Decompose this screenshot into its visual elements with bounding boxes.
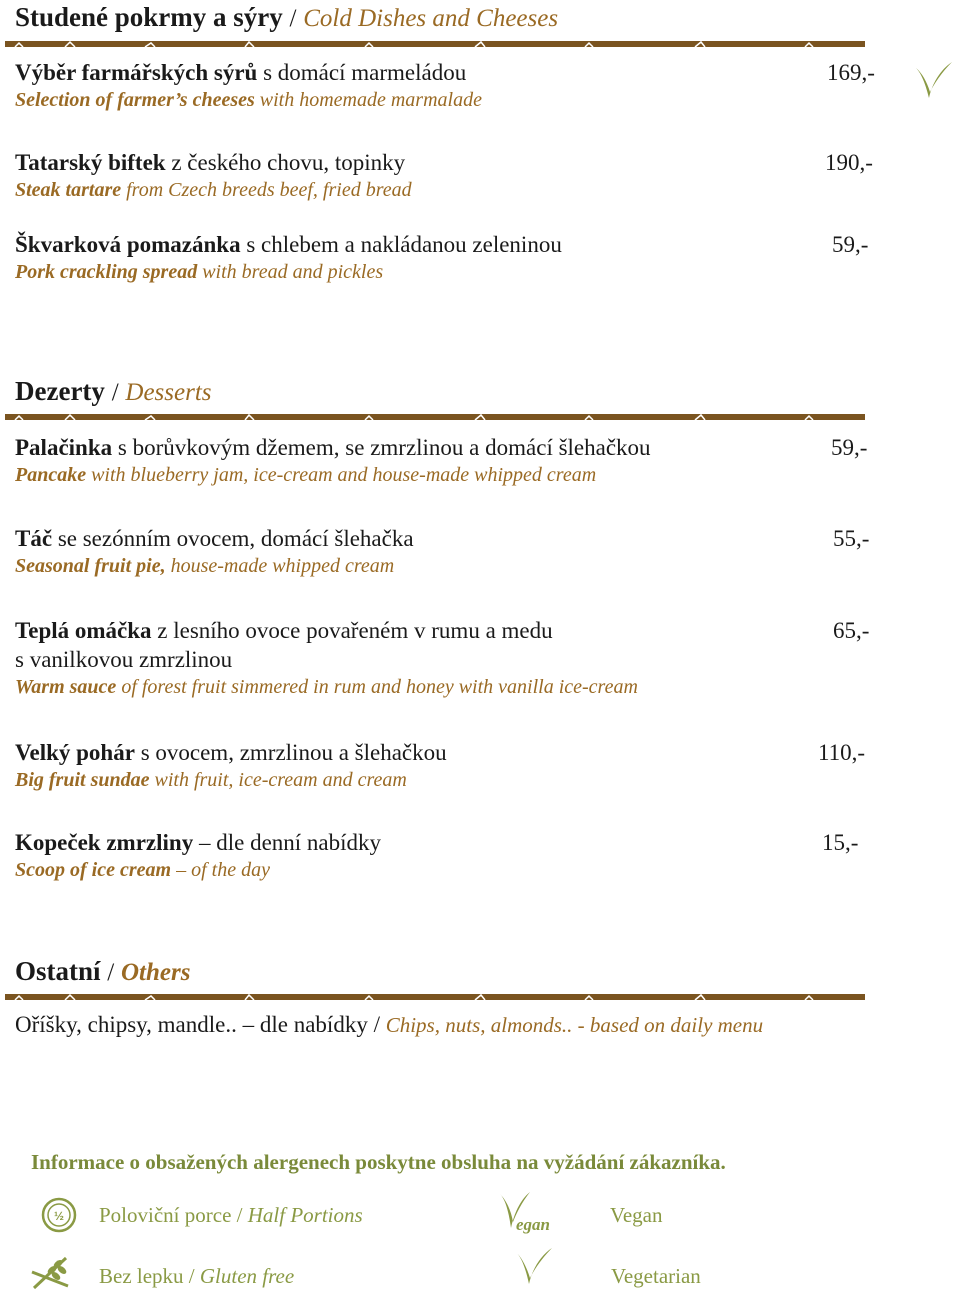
item-name-cz: Výběr farmářských sýrů [15,60,258,85]
item-desc-cz: s ovocem, zmrzlinou a šlehačkou [140,740,447,765]
item-desc-cz: s domácí marmeládou [263,60,467,85]
item-desc-en: house-made whipped cream [170,555,395,577]
section-divider [5,40,865,49]
item-desc-cz: z lesního ovoce povařeném v rumu a medu [157,618,553,643]
others-line-cz: Oříšky, chipsy, mandle.. – dle nabídky / [15,1012,380,1037]
item-price: 15,- [822,830,859,855]
item-name-en: Steak tartare [15,179,122,201]
wheat-crossed-icon [28,1252,74,1292]
section-title-cz: Studené pokrmy a sýry [15,2,283,32]
half-portion-icon [40,1196,78,1234]
item-name-cz: Táč [15,526,53,551]
item-name-en: Pork crackling spread [15,261,198,283]
item-price: 59,- [831,435,868,460]
menu-item [15,230,875,286]
item-desc-cz: – dle denní nabídky [198,830,382,855]
svg-text:½: ½ [53,1209,65,1223]
item-desc-en: with blueberry jam, ice-cream and house-made whipped cream [91,464,597,486]
item-desc-cz: z českého chovu, topinky [171,150,406,175]
legend-gluten-en: Gluten free [199,1264,295,1288]
item-name-cz: Velký pohár [15,740,135,765]
item-name-cz: Teplá omáčka [15,618,152,643]
allergen-note: Informace o obsažených alergenech poskytne obsluha na vyžádání zákazníka. [31,1150,726,1174]
section-title-sep: / [107,959,115,986]
section-title-cold [15,2,558,33]
menu-item [15,828,875,884]
item-desc-cz: se sezónním ovocem, domácí šlehačka [57,526,414,551]
item-name-en: Scoop of ice cream [15,859,172,881]
item-desc-en: with fruit, ice-cream and cream [154,769,407,791]
item-desc-en: with bread and pickles [202,261,384,283]
legend-half-en: Half Portions [247,1203,363,1227]
others-line-en: Chips, nuts, almonds.. - based on daily menu [385,1013,764,1037]
legend-vegetarian: Vegetarian [611,1264,701,1288]
item-price: 110,- [818,740,866,765]
item-desc-en: – of the day [176,859,270,881]
menu-item [15,433,875,489]
menu-item [15,616,875,701]
section-title-cz: Ostatní [15,956,101,986]
item-desc-en: from Czech breeds beef, fried bread [126,179,412,201]
section-title-cz: Dezerty [15,376,105,406]
section-title-others [15,956,190,987]
vegan-icon [498,1190,564,1234]
item-name-en: Selection of farmer’s cheeses [15,89,255,111]
legend-gluten-free [99,1264,294,1289]
section-title-sep: / [111,379,119,406]
item-name-cz: Tatarský biftek [15,150,166,175]
item-price: 59,- [832,232,869,257]
section-title-en: Desserts [125,379,212,406]
section-title-desserts [15,376,212,407]
item-price: 190,- [825,150,873,175]
legend-half-cz: Poloviční porce / [99,1203,243,1227]
legend-vegan: Vegan [610,1203,663,1227]
item-price: 55,- [833,526,870,551]
item-name-en: Big fruit sundae [15,769,150,791]
item-name-en: Warm sauce [15,676,117,698]
item-desc-en: of forest fruit simmered in rum and honey with vanilla ice-cream [121,676,638,698]
legend-gluten-cz: Bez lepku / [99,1264,195,1288]
item-desc-en: with homemade marmalade [259,89,482,111]
item-desc-cz: s chlebem a nakládanou zeleninou [246,232,562,257]
item-name-cz: Kopeček zmrzliny [15,830,194,855]
item-desc-cz: s borůvkovým džemem, se zmrzlinou a domácí šlehačkou [117,435,651,460]
others-line [15,1012,763,1038]
section-title-en: Cold Dishes and Cheeses [303,5,559,32]
legend-half-portions [99,1203,363,1228]
section-title-sep: / [289,5,297,32]
item-name-cz: Palačinka [15,435,113,460]
item-name-en: Seasonal fruit pie, [15,555,166,577]
vegetarian-v-icon [512,1246,556,1288]
svg-text:egan: egan [516,1215,550,1234]
menu-item [15,148,875,204]
item-name-en: Pancake [15,464,87,486]
section-divider [5,993,865,1002]
section-divider [5,413,865,422]
section-title-en: Others [120,959,191,986]
menu-item [15,524,875,580]
item-price: 169,- [827,60,875,85]
vegetarian-v-icon [912,60,956,102]
menu-item [15,738,875,794]
item-desc-cz-line2: s vanilkovou zmrzlinou [15,647,233,672]
menu-item [15,58,875,114]
item-price: 65,- [833,618,870,643]
item-name-cz: Škvarková pomazánka [15,232,241,257]
